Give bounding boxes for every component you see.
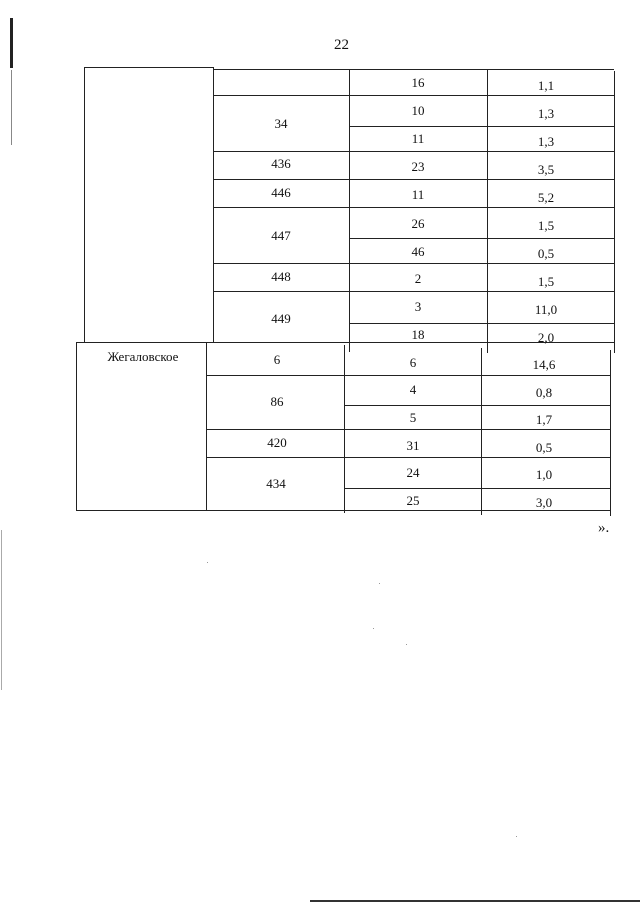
table-col-line	[487, 70, 488, 353]
quarter-cell: 6	[273, 352, 281, 367]
table-col-line	[84, 67, 85, 342]
plot-cell: 2	[414, 271, 422, 286]
area-cell: 1,1	[537, 78, 555, 93]
plot-cell: 11	[411, 131, 425, 146]
plot-cell: 46	[411, 244, 425, 259]
quarter-cell: 446	[271, 185, 291, 200]
table-col-line	[206, 343, 207, 511]
table-row-line	[206, 457, 610, 458]
area-cell: 5,2	[537, 190, 555, 205]
area-cell: 1,5	[537, 218, 555, 233]
area-cell: 0,5	[535, 440, 553, 455]
scan-artifact-edge	[1, 530, 2, 690]
district-label: Жегаловское	[107, 349, 179, 364]
quarter-cell: 86	[270, 394, 284, 409]
table-col-line	[610, 350, 611, 516]
area-cell: 3,5	[537, 162, 555, 177]
area-cell: 1,3	[537, 106, 555, 121]
plot-cell: 11	[411, 187, 425, 202]
table-row-line	[344, 405, 610, 406]
table-row-line	[213, 207, 614, 208]
area-cell: 14,6	[532, 357, 556, 372]
table-col-line	[213, 67, 214, 342]
plot-cell: 3	[414, 299, 422, 314]
table-row-line	[349, 238, 614, 239]
plot-cell: 6	[409, 355, 417, 370]
scan-artifact-bar	[10, 18, 13, 68]
scan-speck	[373, 628, 374, 629]
table-row-line	[213, 151, 614, 152]
area-cell: 11,0	[534, 302, 558, 317]
table-row-line	[213, 263, 614, 264]
area-cell: 0,5	[537, 246, 555, 261]
quarter-cell: 449	[271, 311, 291, 326]
scan-speck	[207, 562, 208, 563]
table-row-line	[349, 126, 614, 127]
area-cell: 1,3	[537, 134, 555, 149]
table-row-line	[344, 488, 610, 489]
table-row-line	[213, 179, 614, 180]
table-row-line	[349, 323, 614, 324]
table-row-line	[84, 67, 213, 68]
plot-cell: 10	[411, 103, 425, 118]
area-cell: 3,0	[535, 495, 553, 510]
scan-speck	[379, 583, 380, 584]
table-col-line	[481, 348, 482, 515]
area-cell: 2,0	[537, 330, 555, 345]
plot-cell: 5	[409, 410, 417, 425]
table-row-line	[213, 69, 614, 70]
closing-quote: ».	[598, 520, 610, 536]
scan-speck	[406, 644, 407, 645]
table-col-line	[76, 342, 77, 510]
table-row-line	[206, 429, 610, 430]
plot-cell: 24	[406, 465, 420, 480]
table-col-line	[614, 71, 615, 353]
table-col-line	[349, 69, 350, 352]
table-row-line	[213, 95, 614, 96]
area-cell: 1,0	[535, 467, 553, 482]
plot-cell: 26	[411, 216, 425, 231]
plot-cell: 25	[406, 493, 420, 508]
quarter-cell: 447	[271, 228, 291, 243]
quarter-cell: 34	[274, 116, 288, 131]
scan-speck	[516, 836, 517, 837]
table-row-line	[76, 510, 610, 511]
area-cell: 1,7	[535, 412, 553, 427]
plot-cell: 31	[406, 438, 420, 453]
table-row-line	[206, 375, 610, 376]
table-row-line	[213, 291, 614, 292]
area-cell: 0,8	[535, 385, 553, 400]
quarter-cell: 436	[271, 156, 291, 171]
scan-artifact-line	[11, 70, 12, 145]
plot-cell: 16	[411, 75, 425, 90]
quarter-cell: 434	[266, 476, 286, 491]
quarter-cell: 420	[267, 435, 287, 450]
scan-artifact-bottom	[310, 900, 640, 902]
page-number: 22	[334, 37, 349, 53]
plot-cell: 23	[411, 159, 425, 174]
plot-cell: 18	[411, 327, 425, 342]
table-row-line	[76, 342, 614, 343]
plot-cell: 4	[409, 382, 417, 397]
area-cell: 1,5	[537, 274, 555, 289]
quarter-cell: 448	[271, 269, 291, 284]
